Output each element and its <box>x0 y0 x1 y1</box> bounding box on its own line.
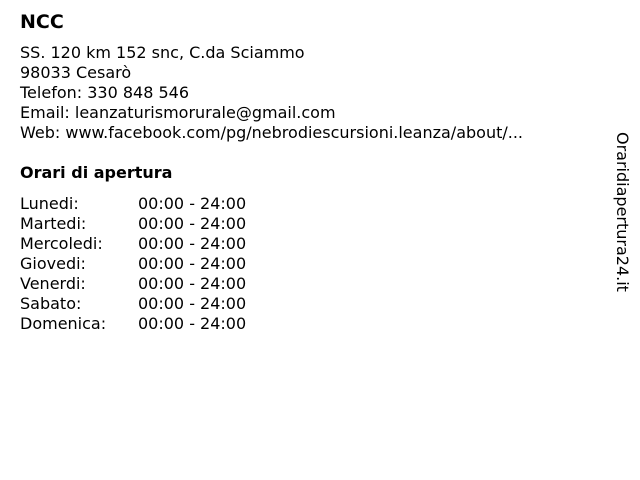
time-range: 00:00 - 24:00 <box>138 254 247 273</box>
address-street: SS. 120 km 152 snc, C.da Sciammo <box>20 43 305 62</box>
website: Web: www.facebook.com/pg/nebrodiescursioni.leanza/about/... <box>20 123 523 142</box>
site-watermark: Oraridiapertura24.it <box>613 132 632 292</box>
day-label: Mercoledi: <box>20 234 103 253</box>
hours-heading: Orari di apertura <box>20 163 173 182</box>
time-range: 00:00 - 24:00 <box>138 194 247 213</box>
time-range: 00:00 - 24:00 <box>138 234 247 253</box>
day-label: Venerdi: <box>20 274 86 293</box>
day-label: Martedi: <box>20 214 87 233</box>
day-label: Giovedi: <box>20 254 86 273</box>
time-range: 00:00 - 24:00 <box>138 214 247 233</box>
day-label: Domenica: <box>20 314 107 333</box>
time-range: 00:00 - 24:00 <box>138 274 247 293</box>
contact-block <box>20 43 523 143</box>
day-label: Sabato: <box>20 294 82 313</box>
phone: Telefon: 330 848 546 <box>20 83 190 102</box>
day-label: Lunedi: <box>20 194 79 213</box>
address-city: 98033 Cesarò <box>20 63 132 82</box>
email: Email: leanzaturismorurale@gmail.com <box>20 103 336 122</box>
time-range: 00:00 - 24:00 <box>138 314 247 333</box>
business-name: NCC <box>20 11 64 33</box>
time-range: 00:00 - 24:00 <box>138 294 247 313</box>
